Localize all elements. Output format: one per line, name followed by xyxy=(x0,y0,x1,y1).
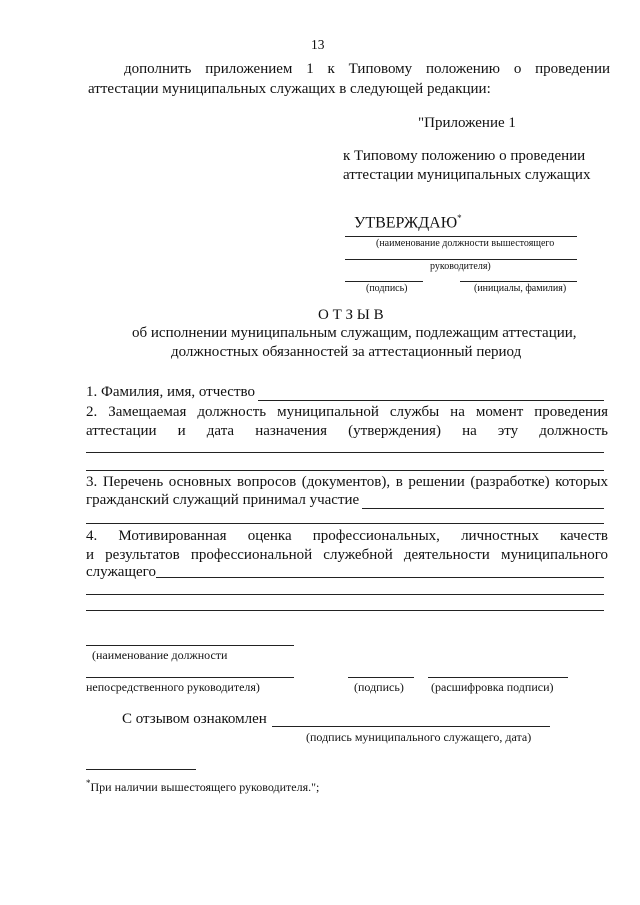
review-title: О Т З Ы В xyxy=(318,307,384,323)
supervisor-position-caption: (наименование должности xyxy=(92,648,228,662)
item-4-field-line-2[interactable] xyxy=(86,594,604,595)
footnote-separator xyxy=(86,769,196,770)
item-2-line-1: 2. Замещаемая должность муниципальной службы на момент проведения xyxy=(86,404,608,420)
supervisor-caption: непосредственного руководителя) xyxy=(86,680,260,694)
approval-signature-caption: (подпись) xyxy=(366,283,408,294)
item-2-field-line-1[interactable] xyxy=(86,452,604,453)
item-3-line-2: гражданский служащий принимал участие xyxy=(86,492,360,508)
item-4-field-line-3[interactable] xyxy=(86,610,604,611)
supervisor-decoding-line[interactable] xyxy=(428,677,568,678)
item-4-line-3: служащего xyxy=(86,564,156,580)
intro-line-1: дополнить приложением 1 к Типовому положению о проведении xyxy=(124,61,610,77)
item-4-line-2: и результатов профессиональной служебной деятельности муниципального xyxy=(86,547,608,563)
item-1-field-line[interactable] xyxy=(258,400,604,401)
acknowledgement-caption: (подпись муниципального служащего, дата) xyxy=(306,730,532,744)
supervisor-position-line[interactable] xyxy=(86,645,294,646)
review-subtitle-2: должностных обязанностей за аттестационный период xyxy=(171,344,522,360)
approval-position-line-1 xyxy=(345,236,577,237)
item-2-line-2: аттестации и дата назначения (утверждения) на эту должность xyxy=(86,423,608,439)
approval-position-line-2 xyxy=(345,259,577,260)
approval-position-caption-2: руководителя) xyxy=(430,261,491,272)
footnote xyxy=(86,776,319,794)
item-3-line-1: 3. Перечень основных вопросов (документов), в решении (разработке) которых xyxy=(86,474,608,490)
supervisor-signature-line[interactable] xyxy=(348,677,414,678)
acknowledgement-label: С отзывом ознакомлен xyxy=(122,711,267,727)
acknowledgement-line[interactable] xyxy=(272,726,550,727)
supervisor-name-line[interactable] xyxy=(86,677,294,678)
appendix-reference-1: к Типовому положению о проведении xyxy=(343,148,586,164)
page-number: 13 xyxy=(311,37,325,52)
footnote-text: При наличии вышестоящего руководителя."; xyxy=(90,780,320,794)
appendix-title: "Приложение 1 xyxy=(418,115,516,131)
appendix-reference-2: аттестации муниципальных служащих xyxy=(343,167,591,183)
approval-signature-line xyxy=(345,281,423,282)
item-3-field-line-1[interactable] xyxy=(362,508,604,509)
approval-initials-caption: (инициалы, фамилия) xyxy=(474,283,567,294)
approval-title-text: УТВЕРЖДАЮ xyxy=(354,214,458,232)
supervisor-decoding-caption: (расшифровка подписи) xyxy=(431,680,554,694)
intro-line-2: аттестации муниципальных служащих в следующей редакции: xyxy=(88,81,491,97)
item-1-label: 1. Фамилия, имя, отчество xyxy=(86,384,255,400)
item-4-line-1: 4. Мотивированная оценка профессиональных, личностных качеств xyxy=(86,528,608,544)
item-3-field-line-2[interactable] xyxy=(86,523,604,524)
approval-footnote-mark: * xyxy=(457,213,462,223)
approval-position-caption-1: (наименование должности вышестоящего xyxy=(376,238,555,249)
item-4-field-line-1[interactable] xyxy=(156,577,604,578)
supervisor-signature-caption: (подпись) xyxy=(354,680,404,694)
footnote-mark: * xyxy=(86,778,91,788)
review-subtitle-1: об исполнении муниципальным служащим, подлежащим аттестации, xyxy=(132,325,577,341)
item-2-field-line-2[interactable] xyxy=(86,470,604,471)
approval-initials-line xyxy=(460,281,577,282)
approval-title xyxy=(354,209,462,232)
